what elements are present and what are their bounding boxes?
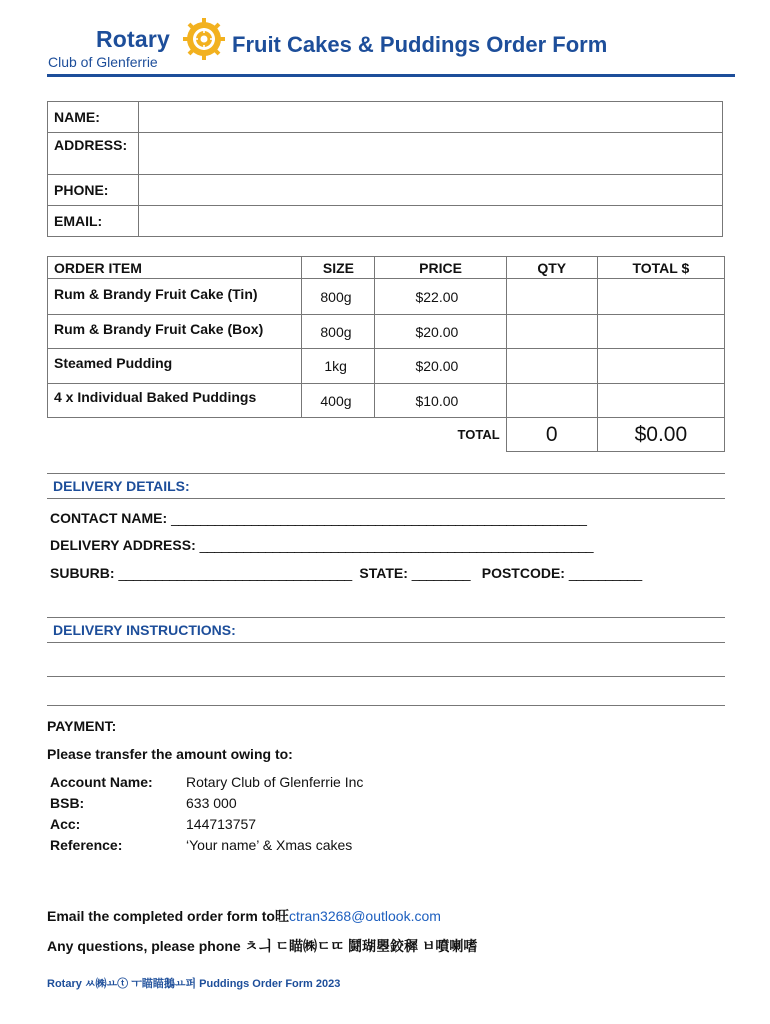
delivery-address-label: DELIVERY ADDRESS: — [50, 537, 196, 553]
acc-value: 144713757 — [186, 816, 257, 832]
item-name: 4 x Individual Baked Puddings — [48, 384, 302, 418]
instructions-top-rule — [47, 617, 725, 618]
item-size: 1kg — [302, 349, 375, 384]
delivery-bottom-rule — [47, 498, 725, 499]
reference-value: ‘Your name’ & Xmas cakes — [186, 837, 353, 853]
total-cell — [597, 384, 724, 418]
order-table — [47, 256, 725, 452]
account-name-value: Rotary Club of Glenferrie Inc — [186, 774, 364, 790]
account-name-label: Account Name: — [50, 774, 153, 790]
payment-heading: PAYMENT: — [47, 718, 117, 734]
name-field[interactable] — [139, 102, 723, 133]
table-row — [48, 315, 725, 349]
delivery-address-blank[interactable]: ______________________________________________________ — [199, 537, 594, 553]
phone-field[interactable] — [139, 175, 723, 206]
col-header-size: SIZE — [302, 257, 375, 279]
contact-name-label: CONTACT NAME: — [50, 510, 168, 526]
title-divider — [47, 74, 735, 77]
rotary-wheel-icon — [181, 16, 227, 62]
delivery-address-line[interactable] — [50, 537, 593, 553]
total-cell — [597, 279, 724, 315]
col-header-price: PRICE — [375, 257, 506, 279]
item-name: Rum & Brandy Fruit Cake (Tin) — [48, 279, 302, 315]
acc-label: Acc: — [50, 816, 81, 832]
contact-name-blank[interactable]: _________________________________________________________ — [171, 510, 587, 526]
col-header-item: ORDER ITEM — [48, 257, 302, 279]
postcode-label: POSTCODE: — [481, 565, 565, 581]
total-cell — [597, 349, 724, 384]
postcode-blank[interactable]: __________ — [568, 565, 642, 581]
email-instruction-text: Email the completed order form to — [47, 908, 275, 924]
instructions-bottom-rule — [47, 642, 725, 643]
logo-rotary-text: Rotary — [96, 26, 171, 52]
table-row — [48, 279, 725, 315]
suburb-line[interactable] — [50, 565, 642, 581]
suburb-label: SUBURB: — [50, 565, 115, 581]
item-size: 800g — [302, 315, 375, 349]
address-label: ADDRESS: — [48, 133, 139, 175]
total-label: TOTAL — [457, 427, 500, 443]
delivery-instructions-heading: DELIVERY INSTRUCTIONS: — [53, 622, 236, 638]
state-blank[interactable]: ________ — [411, 565, 471, 581]
item-price: $20.00 — [375, 349, 506, 384]
instructions-line-1[interactable] — [47, 676, 725, 677]
page-title: Fruit Cakes & Puddings Order Form — [232, 32, 608, 57]
reference-label: Reference: — [50, 837, 123, 853]
total-row — [48, 418, 725, 452]
total-qty: 0 — [506, 418, 597, 452]
contact-info-table — [47, 101, 723, 237]
item-size: 800g — [302, 279, 375, 315]
delivery-top-rule — [47, 473, 725, 474]
suburb-blank[interactable]: ________________________________ — [118, 565, 352, 581]
state-label: STATE: — [359, 565, 408, 581]
item-price: $20.00 — [375, 315, 506, 349]
col-header-qty: QTY — [506, 257, 597, 279]
logo-club-text: Club of Glenferrie — [48, 54, 158, 70]
footer-text: Rotary ㅆ㈱ㅛⓣ ㅜ瞄瞄鵝ㅛ퍼 Puddings Order Form 2023 — [47, 978, 341, 990]
qty-cell[interactable] — [506, 315, 597, 349]
item-size: 400g — [302, 384, 375, 418]
table-row — [48, 349, 725, 384]
qty-cell[interactable] — [506, 384, 597, 418]
total-amount: $0.00 — [597, 418, 724, 452]
phone-instruction-text: Any questions, please phone — [47, 938, 241, 954]
email-field[interactable] — [139, 206, 723, 237]
item-name: Rum & Brandy Fruit Cake (Box) — [48, 315, 302, 349]
phone-garbled-text: ㅊㅢ ㄷ瞄㈱ㄷㄸ 鬪瑚瞾鉸穉 ㅂ噴喇嗜 — [244, 938, 478, 954]
item-price: $10.00 — [375, 384, 506, 418]
instructions-line-2[interactable] — [47, 705, 725, 706]
col-header-total: TOTAL $ — [597, 257, 724, 279]
email-link[interactable]: ctran3268@outlook.com — [288, 908, 441, 924]
email-glyph: 旺 — [274, 908, 289, 924]
phone-instruction-line — [47, 936, 477, 956]
phone-label: PHONE: — [48, 175, 139, 206]
payment-intro: Please transfer the amount owing to: — [47, 746, 293, 762]
qty-cell[interactable] — [506, 279, 597, 315]
contact-name-line[interactable] — [50, 510, 586, 526]
item-name: Steamed Pudding — [48, 349, 302, 384]
email-instruction-line — [47, 906, 441, 926]
qty-cell[interactable] — [506, 349, 597, 384]
table-row — [48, 384, 725, 418]
address-field[interactable] — [139, 133, 723, 175]
bsb-label: BSB: — [50, 795, 85, 811]
total-cell — [597, 315, 724, 349]
item-price: $22.00 — [375, 279, 506, 315]
delivery-details-heading: DELIVERY DETAILS: — [53, 478, 190, 494]
bsb-value: 633 000 — [186, 795, 237, 811]
name-label: NAME: — [48, 102, 139, 133]
email-label: EMAIL: — [48, 206, 139, 237]
